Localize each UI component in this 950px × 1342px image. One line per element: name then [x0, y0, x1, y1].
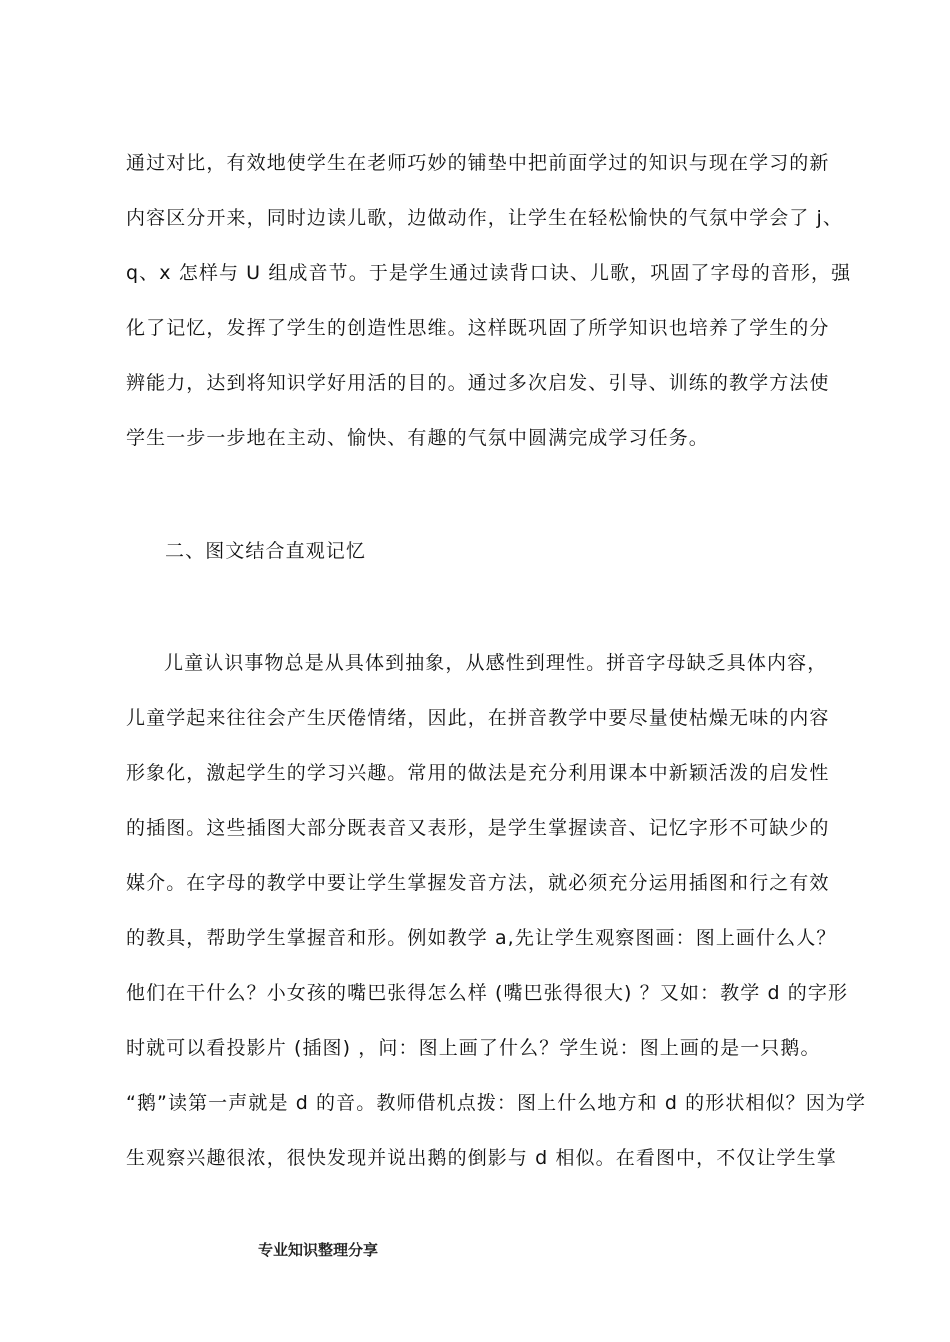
section-heading: 二、图文结合直观记忆	[165, 540, 367, 562]
paragraph-2-line: 形象化，激起学生的学习兴趣。常用的做法是充分利用课本中新颖活泼的启发性	[126, 762, 830, 784]
paragraph-2	[126, 636, 867, 1186]
paragraph-1-line: q、x 怎样与 U 组成音节。于是学生通过读背口诀、儿歌，巩固了字母的音形，强	[126, 262, 852, 284]
paragraph-2-line: 媒介。在字母的教学中要让学生掌握发音方法，就必须充分运用插图和行之有效	[126, 872, 830, 894]
paragraph-1-line: 辨能力，达到将知识学好用活的目的。通过多次启发、引导、训练的教学方法使	[126, 372, 830, 394]
paragraph-2-line: 他们在干什么？小女孩的嘴巴张得怎么样 (嘴巴张得很大) ？又如：教学 d 的字形	[126, 982, 849, 1004]
paragraph-2-line: 儿童学起来往往会产生厌倦情绪，因此，在拼音教学中要尽量使枯燥无味的内容	[126, 707, 830, 729]
paragraph-1-line: 化了记忆，发挥了学生的创造性思维。这样既巩固了所学知识也培养了学生的分	[126, 317, 830, 339]
paragraph-2-line: 的插图。这些插图大部分既表音又表形，是学生掌握读音、记忆字形不可缺少的	[126, 817, 830, 839]
paragraph-2-line: 时就可以看投影片 (插图) ，问：图上画了什么？学生说：图上画的是一只鹅。	[126, 1037, 821, 1059]
paragraph-1	[126, 136, 852, 466]
paragraph-1-line: 学生一步一步地在主动、愉快、有趣的气氛中圆满完成学习任务。	[126, 427, 709, 449]
page-footer: 专业知识整理分享	[258, 1241, 379, 1259]
paragraph-2-line: 生观察兴趣很浓，很快发现并说出鹅的倒影与 d 相似。在看图中，不仅让学生掌	[126, 1147, 837, 1169]
paragraph-1-line: 内容区分开来，同时边读儿歌，边做动作，让学生在轻松愉快的气氛中学会了 j、	[126, 207, 844, 229]
paragraph-1-line: 通过对比，有效地使学生在老师巧妙的铺垫中把前面学过的知识与现在学习的新	[126, 152, 830, 174]
paragraph-2-line: “鹅”读第一声就是 d 的音。教师借机点拨：图上什么地方和 d 的形状相似？因为学	[126, 1092, 867, 1114]
paragraph-2-line: 儿童认识事物总是从具体到抽象，从感性到理性。拼音字母缺乏具体内容，	[164, 652, 828, 674]
paragraph-2-line: 的教具，帮助学生掌握音和形。例如教学 a,先让学生观察图画：图上画什么人？	[126, 927, 837, 949]
